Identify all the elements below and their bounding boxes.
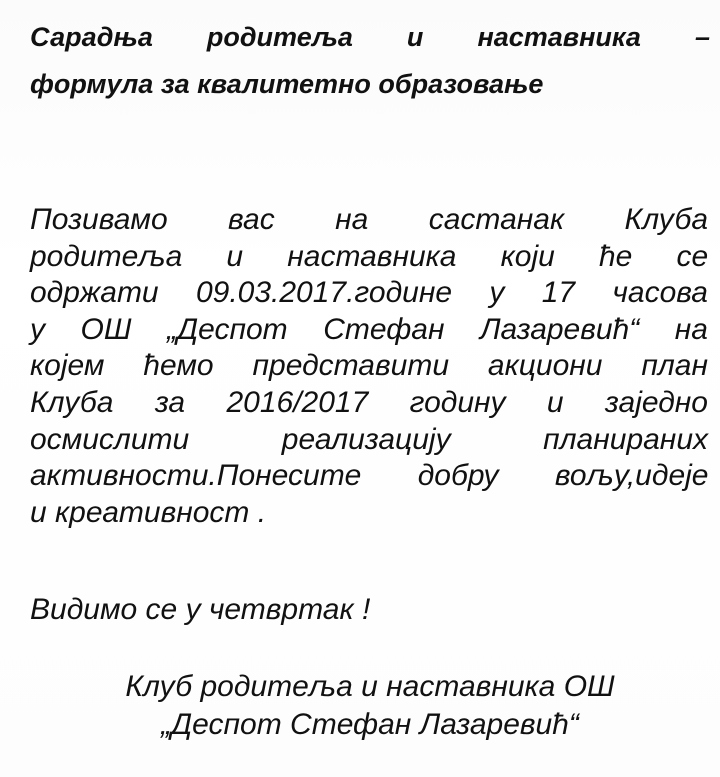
signature-line: Клуб родитеља и наставника ОШ (125, 670, 615, 703)
document-title (30, 14, 710, 108)
signature-line: „Деспот Стефан Лазаревић“ (161, 708, 579, 741)
title-line: формула за квалитетно образовање (30, 69, 544, 99)
invitation-paragraph (30, 202, 708, 531)
paragraph-line: Клуба за 2016/2017 годину и заједно (30, 385, 708, 419)
paragraph-line: којем ћемо представити акциони план (30, 349, 708, 383)
signature-block (0, 668, 720, 744)
paragraph-line: осмислити реализацију планираних (30, 422, 708, 456)
greeting-text: Видимо се у четвртак ! (30, 593, 371, 626)
title-line: Сарадња родитеља и наставника – (30, 22, 710, 52)
paragraph-line: одржати 09.03.2017.године у 17 часова (30, 276, 708, 310)
paragraph-line: родитеља и наставника који ће се (30, 239, 709, 273)
paragraph-line: активности.Понесите добру вољу,идеје (30, 459, 709, 493)
paragraph-line: у ОШ „Деспот Стефан Лазаревић“ на (30, 312, 708, 346)
paragraph-line: Позивамо вас на састанак Клуба (30, 203, 708, 236)
paragraph-line: и креативност . (30, 495, 267, 529)
